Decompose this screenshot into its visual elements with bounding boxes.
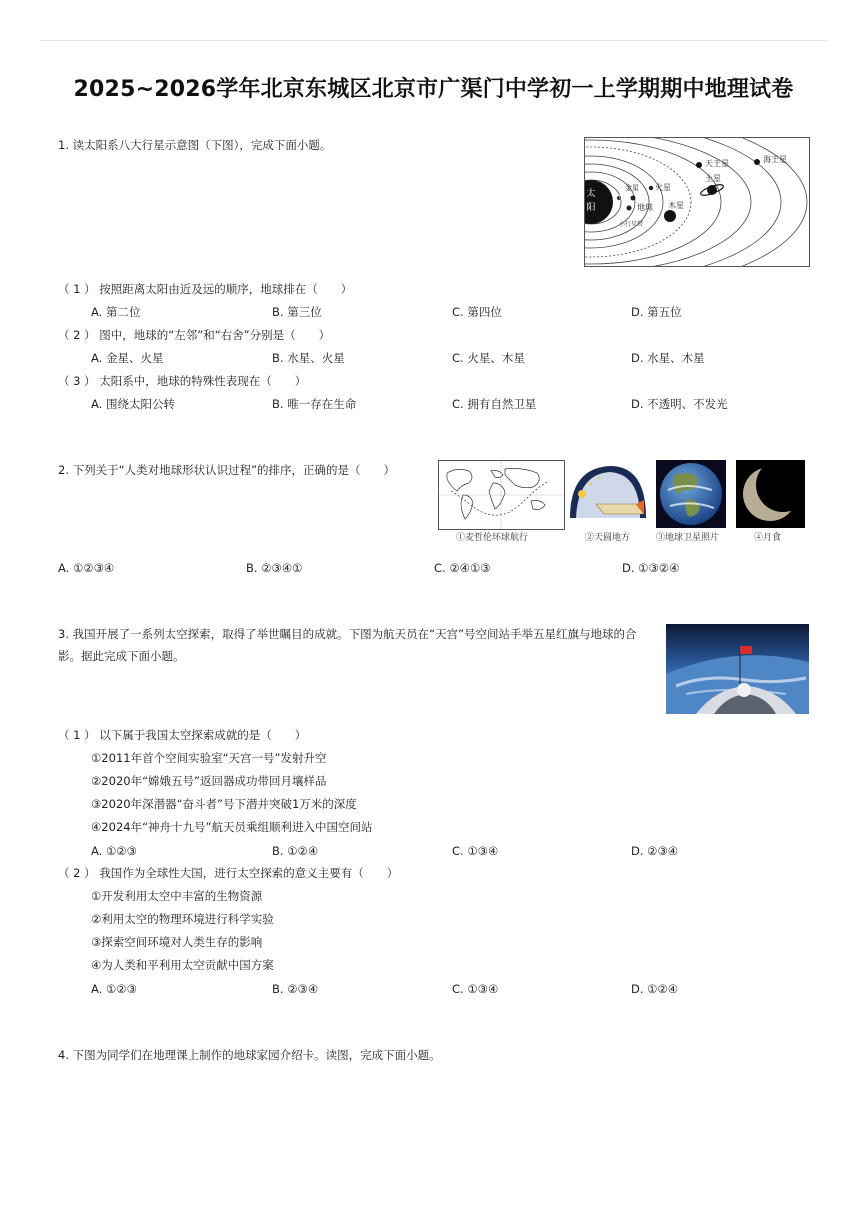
mars-label: 火星 (655, 183, 671, 192)
mercury-label: 水星 (612, 195, 625, 202)
q3-sub1-option-c: C. ①③④ (452, 844, 499, 858)
q3-sub2-item-3: ③探索空间环境对人类生存的影响 (91, 935, 263, 949)
q2-option-d: D. ①③②④ (622, 561, 680, 575)
q3-sub1-item-4: ④2024年“神舟十九号”航天员乘组顺利进入中国空间站 (91, 820, 373, 834)
world-map-image (438, 460, 565, 530)
q1-sub3-option-d: D. 不透明、不发光 (631, 397, 728, 411)
caption-3: ③地球卫星照片 (656, 533, 720, 543)
q1-sub2-option-c: C. 火星、木星 (452, 351, 525, 365)
q1-sub2-stem: （ 2 ） 图中，地球的“左邻”和“右舍”分别是（ ） (58, 328, 331, 342)
q3-sub2-item-4: ④为人类和平利用太空贡献中国方案 (91, 958, 274, 972)
page-title: 2025~2026学年北京东城区北京市广渠门中学初一上学期期中地理试卷 (73, 77, 794, 102)
q3-sub1-item-1: ①2011年首个空间实验室“天宫一号”发射升空 (91, 751, 327, 765)
earth-globe-drawing (656, 460, 726, 528)
q1-sub1-option-b: B. 第三位 (272, 305, 322, 319)
q3-sub2-item-1: ①开发利用太空中丰富的生物资源 (91, 889, 263, 903)
neptune-label: 海王星 (763, 155, 787, 164)
q1-sub2-option-a: A. 金星、火星 (91, 351, 164, 365)
q1-sub2-option-d: D. 水星、木星 (631, 351, 705, 365)
svg-text:★: ★ (588, 481, 594, 488)
svg-text:★: ★ (596, 476, 601, 482)
q1-sub2-option-b: B. 水星、火星 (272, 351, 345, 365)
q1-sub3-option-a: A. 围绕太阳公转 (91, 397, 175, 411)
magellan-map-drawing (439, 461, 564, 529)
q3-sub1-item-2: ②2020年“嫦娥五号”返回器成功带回月壤样品 (91, 774, 327, 788)
q2-option-a: A. ①②③④ (58, 561, 115, 575)
earth-label: 地球 (637, 203, 653, 212)
caption-4: ④月食 (754, 533, 782, 543)
earth-satellite-photo (656, 460, 726, 528)
sun-label-1: 太 (586, 189, 596, 199)
q1-sub1-option-a: A. 第二位 (91, 305, 141, 319)
q2-option-c: C. ②④①③ (434, 561, 491, 575)
q3-stem-line1: 3. 我国开展了一系列太空探索，取得了举世瞩目的成就。下图为航天员在“天宫”号空间站手举五星红旗与地球的合 (58, 627, 637, 641)
q4-stem: 4. 下图为同学们在地理课上制作的地球家园介绍卡。读图，完成下面小题。 (58, 1048, 441, 1062)
moon-drawing (736, 460, 805, 528)
q2-stem: 2. 下列关于“人类对地球形状认识过程”的排序，正确的是（ ） (58, 463, 396, 477)
q3-sub1-option-d: D. ②③④ (631, 844, 679, 858)
jupiter-dot (664, 210, 676, 222)
asteroid-belt-label: 小行星带 (619, 221, 644, 228)
sun-shape (585, 180, 613, 224)
solar-system-diagram (585, 138, 809, 266)
mars-dot (649, 186, 653, 190)
q2-option-b: B. ②③④① (246, 561, 303, 575)
astronaut-flag-photo (666, 624, 809, 714)
uranus-dot (696, 162, 702, 168)
lunar-eclipse-photo (736, 460, 805, 528)
venus-dot (631, 196, 636, 201)
q3-stem-line2: 影。据此完成下面小题。 (58, 649, 185, 663)
neptune-dot (754, 159, 760, 165)
q3-sub1-option-b: B. ①②④ (272, 844, 319, 858)
q3-sub1-stem: （ 1 ） 以下属于我国太空探索成就的是（ ） (58, 728, 307, 742)
space-station-drawing (666, 624, 809, 714)
q3-sub2-option-d: D. ①②④ (631, 982, 679, 996)
q1-stem: 1. 读太阳系八大行星示意图（下图），完成下面小题。 (58, 138, 332, 152)
solar-system-figure (584, 137, 810, 267)
q3-sub2-stem: （ 2 ） 我国作为全球性大国，进行太空探索的意义主要有（ ） (58, 866, 399, 880)
sun-label-2: 阳 (586, 203, 596, 213)
q3-sub2-option-c: C. ①③④ (452, 982, 499, 996)
uranus-label: 天王星 (705, 159, 729, 168)
q3-sub1-item-3: ③2020年深潜器“奋斗者”号下潜并突破1万米的深度 (91, 797, 357, 811)
q3-sub1-option-a: A. ①②③ (91, 844, 137, 858)
caption-1: ①麦哲伦环球航行 (456, 533, 529, 543)
q1-sub1-stem: （ 1 ） 按照距离太阳由近及远的顺序，地球排在（ ） (58, 282, 353, 296)
q1-sub3-option-b: B. 唯一存在生命 (272, 397, 357, 411)
dome-drawing (566, 460, 650, 528)
saturn-label: 土星 (705, 174, 721, 183)
heaven-round-earth-square-image (566, 460, 650, 528)
q3-sub2-option-a: A. ①②③ (91, 982, 137, 996)
q1-sub1-option-c: C. 第四位 (452, 305, 502, 319)
q3-sub2-option-b: B. ②③④ (272, 982, 319, 996)
earth-dot (627, 206, 632, 211)
caption-2: ②天圆地方 (585, 533, 631, 543)
q1-sub1-option-d: D. 第五位 (631, 305, 682, 319)
jupiter-label: 木星 (668, 201, 684, 210)
venus-label: 金星 (625, 184, 639, 192)
q1-sub3-stem: （ 3 ） 太阳系中，地球的特殊性表现在（ ） (58, 374, 307, 388)
q3-sub2-item-2: ②利用太空的物理环境进行科学实验 (91, 912, 274, 926)
q1-sub3-option-c: C. 拥有自然卫星 (452, 397, 537, 411)
header-divider (40, 40, 827, 41)
